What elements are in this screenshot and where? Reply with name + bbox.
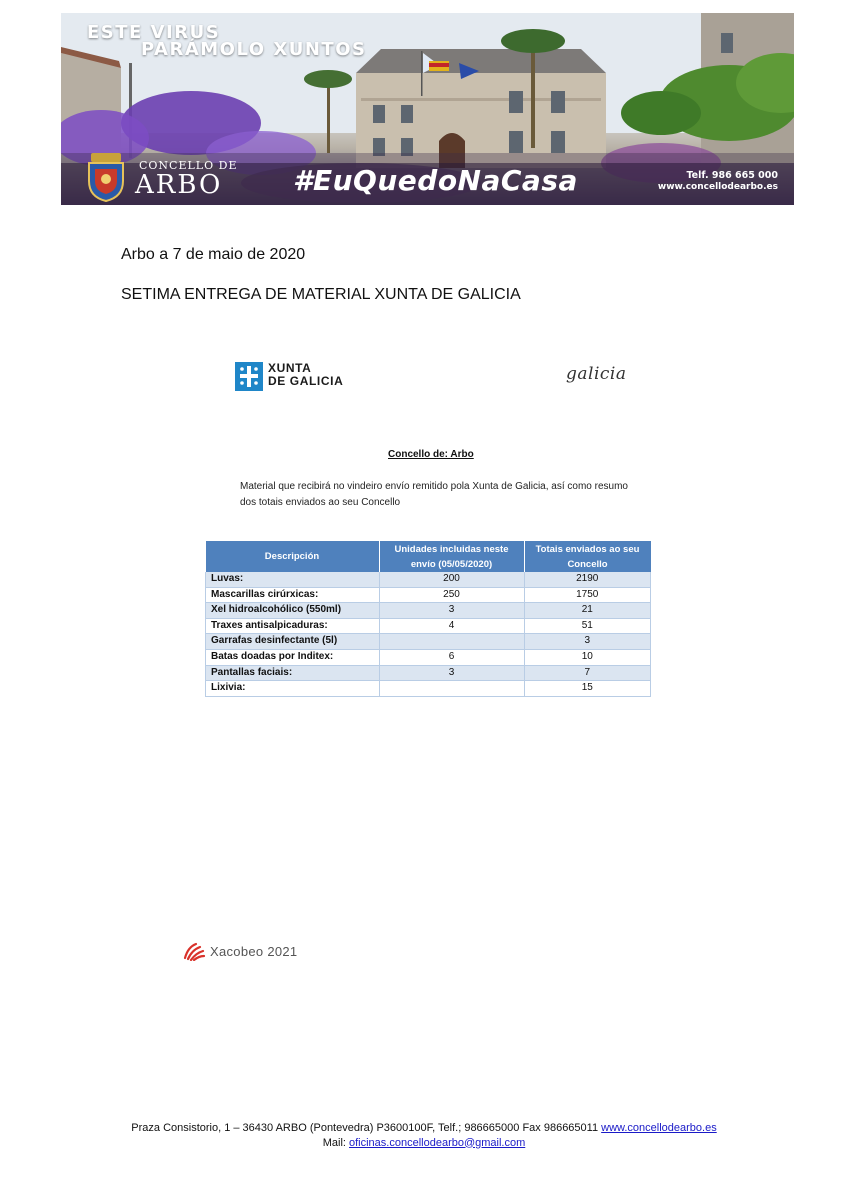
cell-item: Luvas: xyxy=(206,572,380,587)
cell-units: 6 xyxy=(379,649,524,665)
footer-mail-label: Mail: xyxy=(322,1136,349,1149)
cell-units: 3 xyxy=(379,603,524,619)
banner-concello-label: CONCELLO DE xyxy=(139,159,238,172)
cell-item: Xel hidroalcohólico (550ml) xyxy=(206,603,380,619)
xacobeo-shell-icon xyxy=(182,941,206,961)
cell-item: Pantallas faciais: xyxy=(206,665,380,681)
arbo-coat-of-arms-icon xyxy=(83,151,129,203)
table-row xyxy=(206,572,651,587)
footer-mail-line xyxy=(0,1136,848,1151)
material-table xyxy=(205,541,651,697)
cell-units xyxy=(379,681,524,697)
cell-total: 21 xyxy=(524,603,651,619)
header-description: Descripción xyxy=(206,541,380,572)
cell-units xyxy=(379,634,524,650)
footer-address: Praza Consistorio, 1 – 36430 ARBO (Pontevedra) P3600100F, Telf.; 986665000 Fax 986665011 xyxy=(131,1122,602,1134)
cell-total: 10 xyxy=(524,649,651,665)
letter-date: Arbo a 7 de maio de 2020 xyxy=(121,246,306,263)
cell-item: Batas doadas por Inditex: xyxy=(206,649,380,665)
table-row xyxy=(206,634,651,650)
banner-concello-name: ARBO xyxy=(135,170,223,200)
banner-slogan-line1: ESTE VIRUS xyxy=(87,22,221,43)
footer-website-link[interactable]: www.concellodearbo.es xyxy=(601,1122,717,1134)
footer-mail-link[interactable]: oficinas.concellodearbo@gmail.com xyxy=(349,1136,526,1149)
document-title: Concello de: Arbo xyxy=(388,449,474,460)
table-row xyxy=(206,603,651,619)
footer xyxy=(0,1121,848,1150)
table-header-row xyxy=(206,541,651,572)
galicia-brand-logo: galicia xyxy=(566,364,627,384)
cell-item: Lixivia: xyxy=(206,681,380,697)
table-row xyxy=(206,649,651,665)
cell-units: 4 xyxy=(379,618,524,634)
cell-units: 250 xyxy=(379,587,524,603)
cell-item: Garrafas desinfectante (5l) xyxy=(206,634,380,650)
letter-subject: SETIMA ENTREGA DE MATERIAL XUNTA DE GALICIA xyxy=(121,286,521,303)
cell-units: 200 xyxy=(379,572,524,587)
cell-item: Mascarillas cirúrxicas: xyxy=(206,587,380,603)
xunta-logo-line1: XUNTA xyxy=(268,361,312,375)
cell-total: 15 xyxy=(524,681,651,697)
xacobeo-logo-text: Xacobeo 2021 xyxy=(210,944,298,959)
table-row xyxy=(206,587,651,603)
table-row xyxy=(206,681,651,697)
cell-units: 3 xyxy=(379,665,524,681)
xunta-logo-text xyxy=(268,362,343,388)
banner-slogan-line2: PARÁMOLO XUNTOS xyxy=(141,39,367,60)
table-row xyxy=(206,665,651,681)
table-row xyxy=(206,618,651,634)
cell-item: Traxes antisalpicaduras: xyxy=(206,618,380,634)
cell-total: 2190 xyxy=(524,572,651,587)
xunta-cross-icon xyxy=(235,362,263,391)
cell-total: 7 xyxy=(524,665,651,681)
cell-total: 3 xyxy=(524,634,651,650)
header-units: Unidades incluidas neste envío (05/05/2020) xyxy=(379,541,524,572)
banner-website: www.concellodearbo.es xyxy=(657,182,778,192)
document-intro: Material que recibirá no vindeiro envío remitido pola Xunta de Galicia, así como resumo dos totais enviados ao seu Concello xyxy=(240,481,628,508)
cell-total: 51 xyxy=(524,618,651,634)
header-totals: Totais enviados ao seu Concello xyxy=(524,541,651,572)
banner-phone: Telf. 986 665 000 xyxy=(686,170,778,181)
footer-address-line xyxy=(0,1121,848,1136)
cell-total: 1750 xyxy=(524,587,651,603)
banner-hashtag: #EuQuedoNaCasa xyxy=(293,164,578,197)
xunta-logo-line2: DE GALICIA xyxy=(268,374,344,388)
header-banner xyxy=(61,13,794,205)
